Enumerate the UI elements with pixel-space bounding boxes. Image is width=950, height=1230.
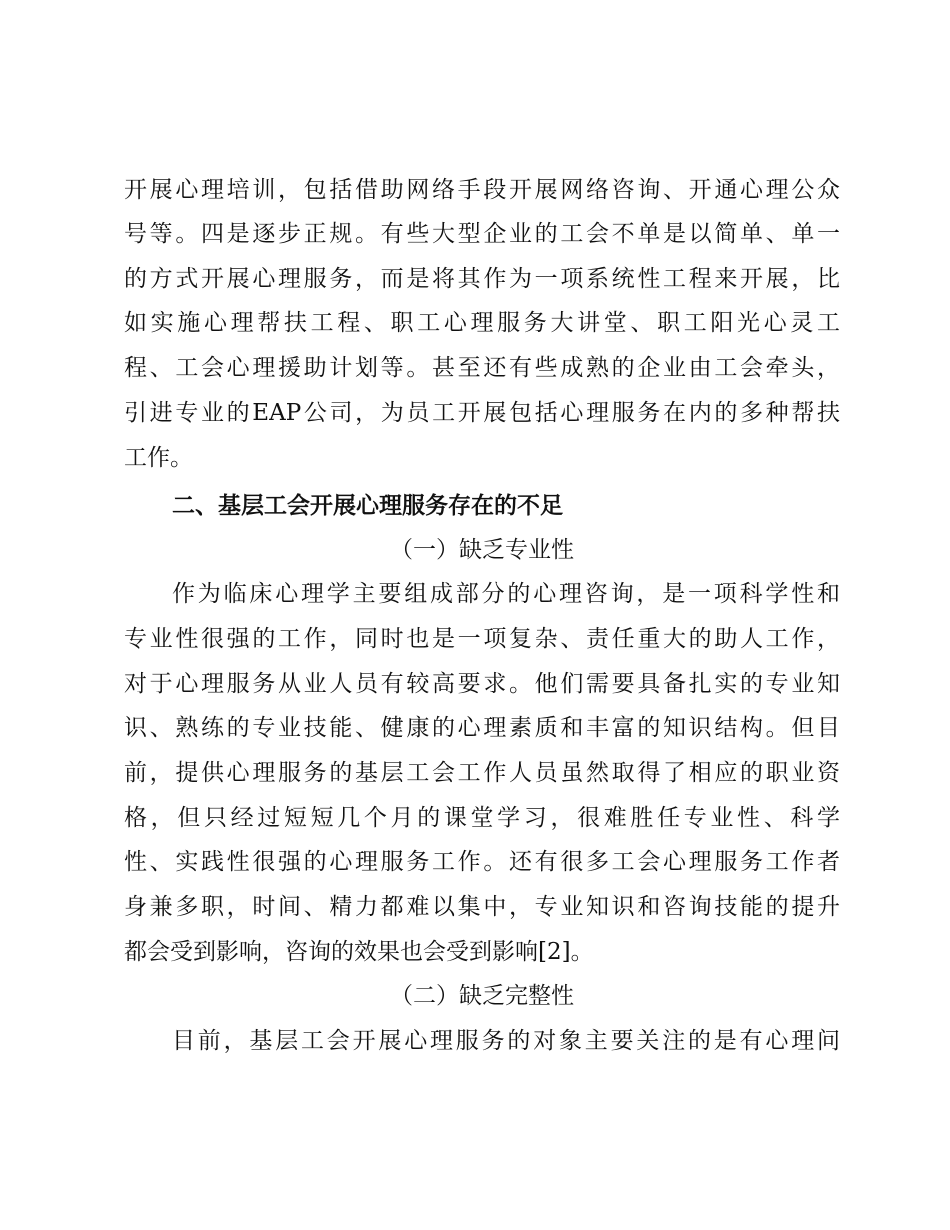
paragraph-line: 都会受到影响，咨询的效果也会受到影响[2]。 [124,939,594,965]
paragraph-line: 性、实践性很强的心理服务工作。还有很多工会心理服务工作者 [124,849,840,875]
paragraph-line: 身兼多职，时间、精力都难以集中，专业知识和咨询技能的提升 [124,894,840,920]
paragraph-line: 对于心理服务从业人员有较高要求。他们需要具备扎实的专业知 [124,671,840,697]
paragraph-line: 程、工会心理援助计划等。甚至还有些成熟的企业由工会牵头， [124,355,840,381]
paragraph-line: 识、熟练的专业技能、健康的心理素质和丰富的知识结构。但目 [124,715,840,741]
subsection-title: （二）缺乏完整性 [390,983,574,1009]
paragraph-line: 的方式开展心理服务，而是将其作为一项系统性工程来开展，比 [124,266,840,292]
section-heading: 二、基层工会开展心理服务存在的不足 [172,493,563,519]
paragraph-line: 工作。 [124,445,193,471]
paragraph-line: 开展心理培训，包括借助网络手段开展网络咨询、开通心理公众 [124,177,840,203]
paragraph-line: 引进专业的EAP公司，为员工开展包括心理服务在内的多种帮扶 [124,400,840,426]
paragraph-line: 目前，基层工会开展心理服务的对象主要关注的是有心理问 [172,1028,840,1054]
paragraph-line: 如实施心理帮扶工程、职工心理服务大讲堂、职工阳光心灵工 [124,310,840,336]
paragraph-line: 格，但只经过短短几个月的课堂学习，很难胜任专业性、科学 [124,805,840,831]
paragraph-line: 号等。四是逐步正规。有些大型企业的工会不单是以简单、单一 [124,221,840,247]
paragraph-line: 专业性很强的工作，同时也是一项复杂、责任重大的助人工作， [124,626,840,652]
subsection-title: （一）缺乏专业性 [390,537,574,563]
paragraph-line: 前，提供心理服务的基层工会工作人员虽然取得了相应的职业资 [124,760,840,786]
paragraph-line: 作为临床心理学主要组成部分的心理咨询，是一项科学性和 [172,581,840,607]
